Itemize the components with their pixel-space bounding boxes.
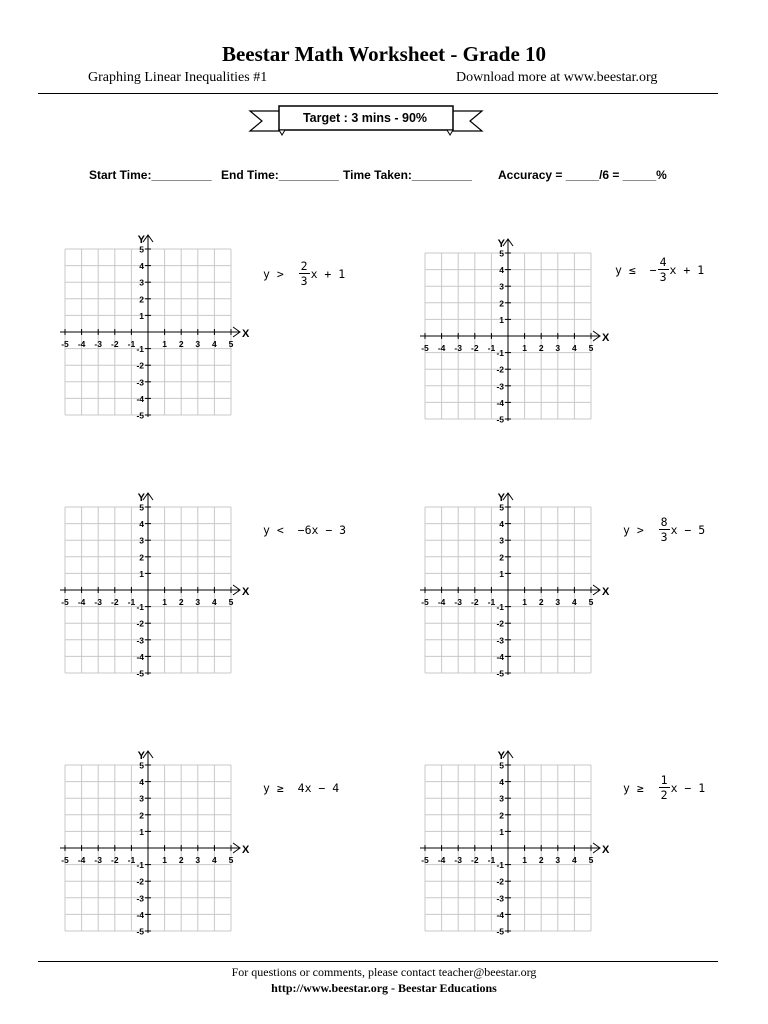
y-tick-label: -4 [496,909,504,920]
fraction-numerator: 4 [659,255,667,269]
x-tick-label: -5 [61,597,69,607]
fraction-denominator: 3 [300,274,308,288]
inequality [615,253,704,287]
fraction-denominator: 3 [660,530,668,544]
y-tick-label: -3 [496,635,504,646]
y-tick-label: -2 [496,876,504,887]
x-tick-label: 2 [538,855,544,865]
coordinate-grid[interactable] [58,746,258,946]
x-tick-label: -5 [61,339,69,349]
fraction-denominator: 2 [660,788,668,802]
problem-5 [58,746,348,946]
x-tick-label: -3 [454,855,462,865]
y-tick-label: -4 [496,397,504,408]
x-tick-label: 4 [212,339,217,349]
x-tick-label: 3 [195,339,201,349]
y-tick-label: 1 [139,826,144,837]
y-tick-label: 3 [499,281,504,292]
x-tick-label: -3 [454,343,462,353]
y-tick-label: -2 [136,360,144,371]
x-tick-label: 1 [522,343,527,353]
y-axis-label: Y [497,750,505,762]
y-tick-label: 5 [139,502,144,513]
x-tick-label: -3 [94,339,102,349]
fraction [659,773,670,803]
y-tick-label: -4 [136,909,144,920]
inequality [623,771,705,805]
x-tick-label: -1 [487,855,496,865]
x-tick-label: 2 [178,339,184,349]
x-tick-label: -4 [437,343,446,353]
inequality-prefix: y > [263,267,284,281]
x-tick-label: 3 [555,855,561,865]
inequality-suffix: x − 1 [670,781,706,795]
y-tick-label: -2 [136,618,144,629]
y-tick-label: -4 [136,393,144,404]
y-axis-label: Y [137,234,145,246]
y-tick-label: 1 [499,314,504,325]
x-tick-label: -1 [127,597,136,607]
x-tick-label: -3 [454,597,462,607]
y-tick-label: -5 [496,668,504,679]
x-tick-label: -2 [111,339,119,349]
download-link[interactable]: Download more at www.beestar.org [456,70,658,85]
y-tick-label: 1 [499,826,504,837]
y-tick-label: -3 [496,381,504,392]
y-tick-label: 5 [139,244,144,255]
x-tick-label: 3 [555,597,561,607]
x-tick-label: 5 [588,855,594,865]
inequality-prefix: y > [623,523,644,537]
coordinate-grid[interactable] [418,746,618,946]
inequality [263,257,345,291]
coordinate-grid[interactable] [58,488,258,688]
y-tick-label: -5 [136,926,144,937]
x-axis-label: X [602,332,610,344]
x-tick-label: -1 [487,597,496,607]
x-tick-label: -2 [111,597,119,607]
x-tick-label: 4 [572,855,577,865]
y-tick-label: -1 [496,348,504,359]
fraction [299,259,310,289]
y-tick-label: -3 [496,893,504,904]
y-tick-label: 4 [499,265,504,276]
footer-site-link[interactable]: http://www.beestar.org - Beestar Educations [271,981,497,995]
inequality-prefix: y ≥ [623,781,644,795]
y-tick-label: 3 [139,535,144,546]
x-tick-label: -2 [471,855,479,865]
x-tick-label: 2 [538,343,544,353]
y-tick-label: -5 [496,414,504,425]
fraction [659,515,670,545]
coordinate-grid[interactable] [58,230,258,430]
y-tick-label: -2 [496,618,504,629]
y-tick-label: 2 [499,810,504,821]
y-tick-label: -3 [136,377,144,388]
inequality-suffix: x − 5 [670,523,706,537]
y-tick-label: -3 [136,635,144,646]
x-tick-label: 5 [228,339,234,349]
x-axis-label: X [602,844,610,856]
inequality-terms: 4x − 4 [297,781,340,795]
y-tick-label: 4 [139,777,144,788]
x-tick-label: 2 [178,855,184,865]
accuracy-field[interactable]: Accuracy = _____/6 = _____% [498,168,667,182]
inequality [623,513,705,547]
x-axis-label: X [242,844,250,856]
y-tick-label: -4 [496,651,504,662]
x-tick-label: -5 [421,343,429,353]
y-tick-label: -1 [496,860,504,871]
x-tick-label: -5 [421,597,429,607]
x-tick-label: 1 [162,855,167,865]
x-tick-label: 2 [538,597,544,607]
y-tick-label: -5 [136,668,144,679]
x-tick-label: 3 [195,855,201,865]
y-tick-label: 3 [139,277,144,288]
x-tick-label: 1 [162,597,167,607]
time-taken-field[interactable]: Time Taken:_________ [343,168,472,182]
y-tick-label: -1 [136,602,144,613]
inequality-terms: −6x − 3 [297,523,347,537]
target-label: Target : 3 mins - 90% [302,111,428,125]
y-tick-label: 5 [499,760,504,771]
problem-2 [418,234,708,434]
x-tick-label: 3 [195,597,201,607]
footer-divider [38,961,718,962]
y-tick-label: 3 [499,535,504,546]
inequality-suffix: x + 1 [669,263,705,277]
x-tick-label: 5 [228,855,234,865]
x-tick-label: -2 [471,343,479,353]
y-tick-label: -1 [136,860,144,871]
coordinate-grid[interactable] [418,234,618,434]
y-tick-label: 3 [139,793,144,804]
x-tick-label: -1 [487,343,496,353]
y-axis-label: Y [137,750,145,762]
x-tick-label: -4 [77,339,86,349]
x-tick-label: 3 [555,343,561,353]
inequality-prefix: y ≤ [615,263,636,277]
x-tick-label: -3 [94,855,102,865]
y-tick-label: 4 [139,519,144,530]
y-tick-label: -1 [136,344,144,355]
y-tick-label: 5 [139,760,144,771]
x-tick-label: -4 [77,855,86,865]
x-tick-label: -1 [127,855,136,865]
x-tick-label: 5 [588,343,594,353]
inequality-prefix: y ≥ [263,781,284,795]
y-axis-label: Y [497,238,505,250]
y-tick-label: 1 [139,568,144,579]
footer-contact: For questions or comments, please contact teacher@beestar.org [231,965,537,979]
problem-1 [58,230,348,430]
y-tick-label: 4 [139,261,144,272]
y-tick-label: 5 [499,248,504,259]
y-tick-label: -2 [136,876,144,887]
y-tick-label: 2 [139,552,144,563]
x-axis-label: X [242,586,250,598]
x-tick-label: -3 [94,597,102,607]
x-axis-label: X [602,586,610,598]
y-axis-label: Y [497,492,505,504]
y-tick-label: 3 [499,793,504,804]
problem-6 [418,746,708,946]
problem-4 [418,488,708,688]
worksheet-subtitle: Graphing Linear Inequalities #1 [88,70,268,85]
x-tick-label: 4 [572,343,577,353]
x-tick-label: 5 [228,597,234,607]
fraction-numerator: 1 [660,773,668,787]
x-tick-label: 1 [522,597,527,607]
y-tick-label: 1 [139,310,144,321]
y-tick-label: 4 [499,777,504,788]
problem-3 [58,488,348,688]
x-tick-label: -1 [127,339,136,349]
x-tick-label: -4 [77,597,86,607]
worksheet-title: Beestar Math Worksheet - Grade 10 [221,42,547,66]
x-tick-label: 2 [178,597,184,607]
inequality-suffix: x + 1 [310,267,346,281]
x-tick-label: -2 [471,597,479,607]
inequality [263,513,346,547]
x-tick-label: -5 [421,855,429,865]
x-tick-label: -4 [437,597,446,607]
x-tick-label: 4 [572,597,577,607]
fraction-sign: − [649,263,657,277]
y-tick-label: -3 [136,893,144,904]
y-tick-label: 2 [139,294,144,305]
x-tick-label: 4 [212,855,217,865]
start-time-field[interactable]: Start Time:_________ [89,168,212,182]
end-time-field[interactable]: End Time:_________ [221,168,339,182]
header-divider [38,93,718,94]
y-tick-label: 4 [499,519,504,530]
y-tick-label: 5 [499,502,504,513]
y-axis-label: Y [137,492,145,504]
fraction-denominator: 3 [659,270,667,284]
y-tick-label: -5 [136,410,144,421]
fraction-numerator: 2 [300,259,308,273]
y-tick-label: 2 [499,298,504,309]
x-tick-label: 4 [212,597,217,607]
y-tick-label: 2 [499,552,504,563]
x-tick-label: 1 [522,855,527,865]
y-tick-label: 1 [499,568,504,579]
y-tick-label: -4 [136,651,144,662]
inequality-prefix: y < [263,523,284,537]
x-tick-label: 5 [588,597,594,607]
x-tick-label: -2 [111,855,119,865]
x-tick-label: 1 [162,339,167,349]
x-tick-label: -5 [61,855,69,865]
coordinate-grid[interactable] [418,488,618,688]
y-tick-label: -5 [496,926,504,937]
x-tick-label: -4 [437,855,446,865]
y-tick-label: -2 [496,364,504,375]
fraction-numerator: 8 [660,515,668,529]
y-tick-label: -1 [496,602,504,613]
fraction [658,255,669,285]
inequality [263,771,339,805]
x-axis-label: X [242,328,250,340]
y-tick-label: 2 [139,810,144,821]
